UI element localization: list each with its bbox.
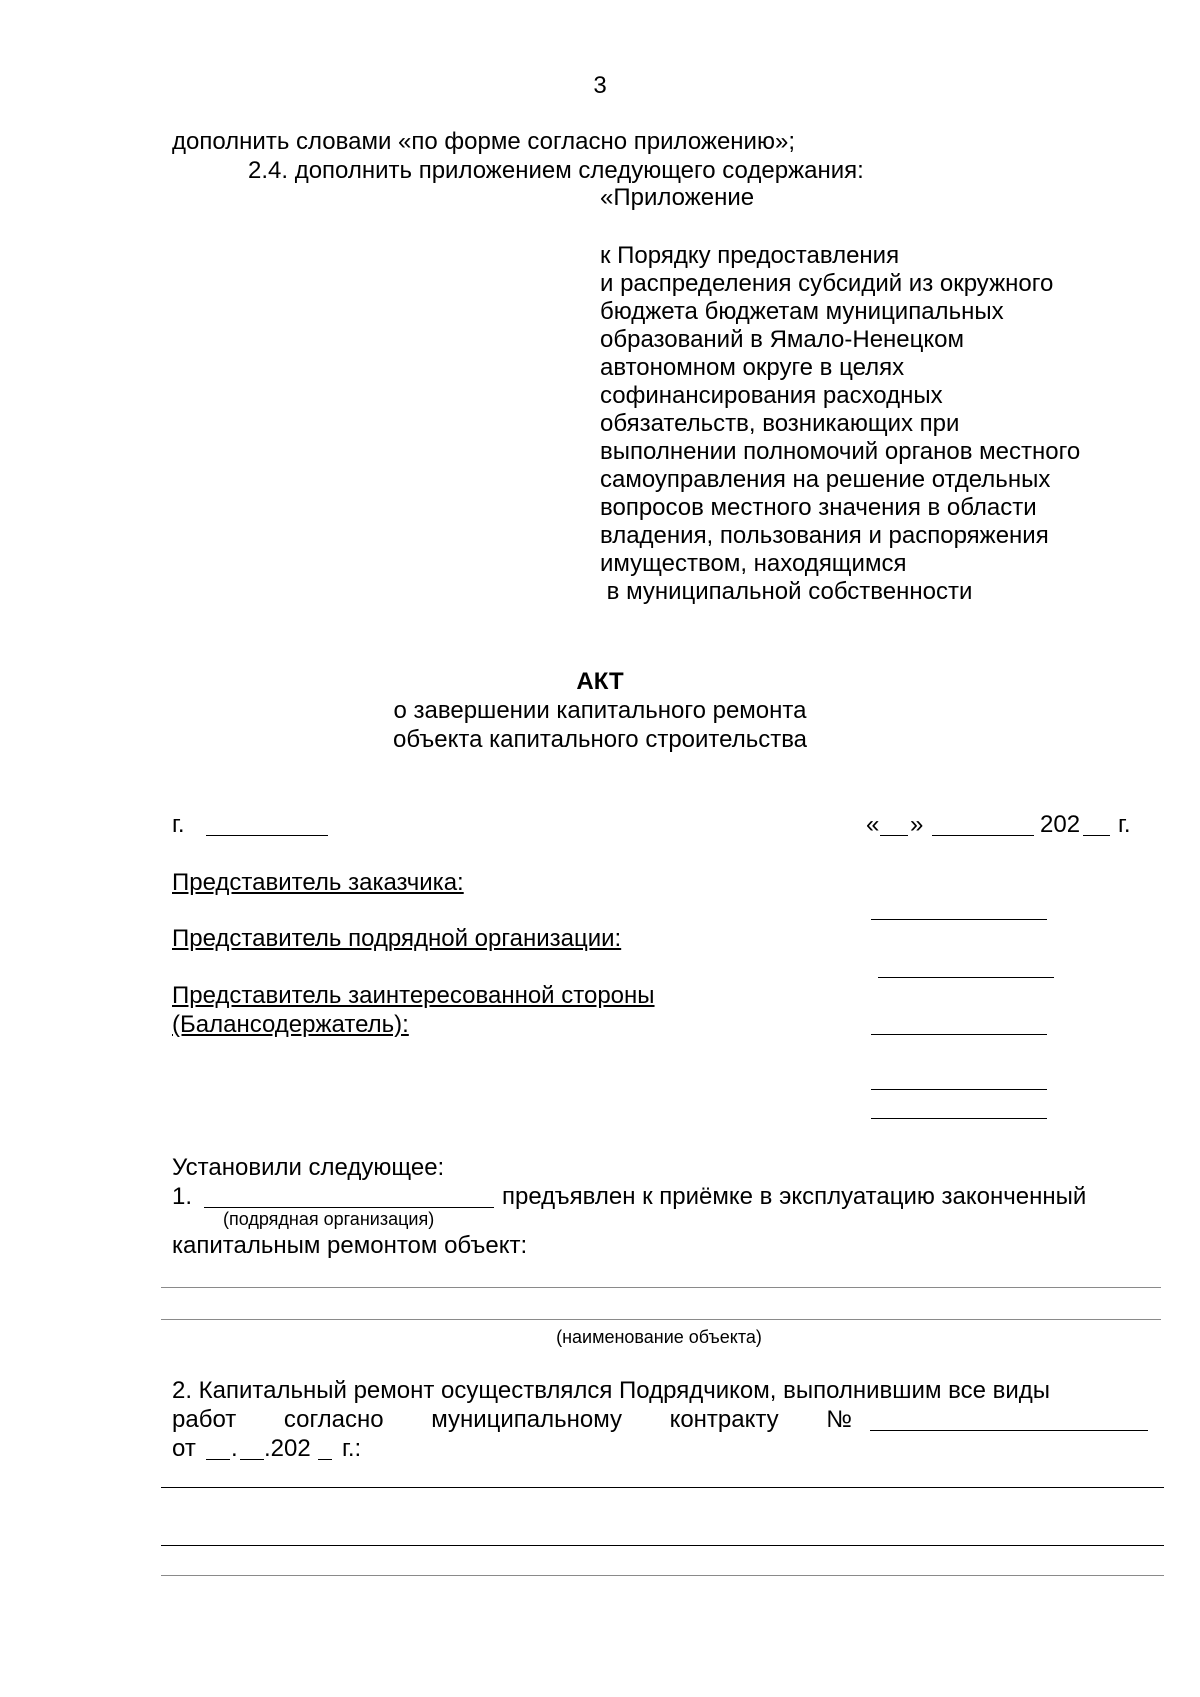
item-1-number: 1. [172,1183,193,1210]
appendix-line: в муниципальной собственности [600,578,973,605]
contract-day-blank [206,1459,230,1460]
contract-date-dot: . [231,1435,238,1462]
established-heading: Установили следующее: [172,1154,445,1181]
act-title: АКТ [576,668,624,695]
item-2-line-2 [172,1406,852,1434]
work-description-line [161,1487,1164,1488]
appendix-line: имуществом, находящимся [600,550,907,577]
contract-year-prefix: .202 [264,1435,311,1462]
interested-party-label-2: (Балансодержатель): [172,1011,409,1038]
customer-representative-label: Представитель заказчика: [172,869,464,896]
act-subtitle-1: о завершении капитального ремонта [393,697,807,724]
intro-line-1: дополнить словами «по форме согласно приложению»; [172,128,795,155]
date-open-quote: « [866,811,880,838]
contract-date-suffix: г.: [342,1435,362,1462]
signature-line [871,1118,1047,1119]
appendix-line: выполнении полномочий органов местного [600,438,1081,465]
item-1-text: предъявлен к приёмке в эксплуатацию законченный [502,1183,1087,1210]
contract-date-prefix: от [172,1435,196,1462]
contractor-blank [204,1207,494,1208]
interested-party-label-1: Представитель заинтересованной стороны [172,982,655,1009]
signature-line [871,1034,1047,1035]
month-blank [932,835,1034,836]
contractor-caption: (подрядная организация) [223,1209,435,1229]
appendix-line: бюджета бюджетам муниципальных [600,298,1004,325]
city-prefix: г. [172,811,185,838]
appendix-line: автономном округе в целях [600,354,905,381]
intro-line-2: 2.4. дополнить приложением следующего содержания: [248,157,864,184]
object-caption: (наименование объекта) [556,1327,762,1347]
signature-line [878,977,1054,978]
contractor-representative-label: Представитель подрядной организации: [172,925,622,952]
city-blank [206,835,328,836]
object-name-line [161,1287,1161,1288]
item-2-word: работ [172,1406,237,1433]
appendix-line: и распределения субсидий из окружного [600,270,1054,297]
appendix-line: владения, пользования и распоряжения [600,522,1049,549]
year-suffix: г. [1118,811,1131,838]
item-2-word: контракту [669,1406,779,1433]
appendix-text [600,242,1080,606]
year-blank [1083,835,1110,836]
appendix-line: образований в Ямало-Ненецком [600,326,965,353]
work-description-line [161,1545,1164,1546]
signature-line [871,919,1047,920]
item-2-word: муниципальному [431,1406,622,1433]
date-close-quote: » [910,811,924,838]
work-description-line [161,1575,1164,1576]
item-2-line-1 [172,1377,1144,1405]
item-2-word: согласно [283,1406,384,1433]
year-prefix: 202 [1040,811,1081,838]
appendix-line: обязательств, возникающих при [600,410,960,437]
contract-number-blank [870,1430,1148,1431]
item-2-word: № [826,1406,852,1433]
appendix-line: самоуправления на решение отдельных [600,466,1051,493]
contract-month-blank [240,1459,264,1460]
appendix-line: к Порядку предоставления [600,242,900,269]
contract-year-blank [318,1459,332,1460]
item-1-continuation: капитальным ремонтом объект: [172,1232,528,1259]
page-number: 3 [593,72,607,99]
day-blank [880,835,908,836]
appendix-line: вопросов местного значения в области [600,494,1037,521]
act-subtitle-2: объекта капитального строительства [392,726,808,753]
object-name-line [161,1319,1161,1320]
signature-line [871,1089,1047,1090]
item-2-text: 2. Капитальный ремонт осуществлялся Подрядчиком, выполнившим все виды [172,1377,1051,1404]
appendix-heading: «Приложение [600,184,755,211]
appendix-line: софинансирования расходных [600,382,943,409]
